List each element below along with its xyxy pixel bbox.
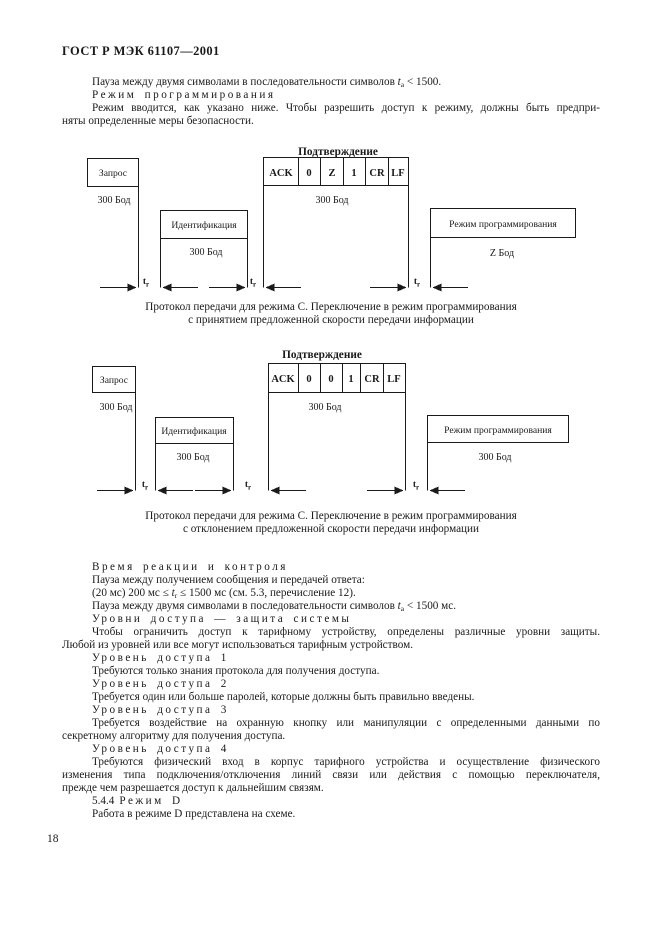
identification-label: Идентификация — [161, 426, 227, 437]
diagram-title: Подтверждение — [282, 349, 362, 361]
timing-diagram-baud-rejected — [62, 348, 600, 498]
identification-block — [161, 211, 248, 288]
text-line: Работа в режиме D представлена на схеме. — [92, 808, 296, 820]
math-var-t: t — [397, 600, 401, 612]
figure-caption-2 — [62, 510, 600, 536]
request-block — [88, 159, 139, 288]
text-segment: Пауза между двумя символами в последовательности символов — [92, 76, 398, 88]
page-number: 18 — [47, 833, 59, 845]
math-var-t: t — [397, 76, 401, 88]
text-segment: (20 мс) 200 мс ≤ — [92, 587, 172, 599]
math-subscript: а — [400, 80, 405, 89]
ack-cell: ACK — [269, 168, 293, 179]
timing-diagram-baud-accepted — [62, 145, 600, 298]
request-label: Запрос — [98, 168, 128, 179]
intro-paragraphs — [62, 76, 600, 128]
heading-access-level-2: Уровень доступа 2 — [92, 678, 229, 690]
programming-baud: Z Бод — [489, 248, 515, 259]
ack-cell: Z — [328, 168, 336, 179]
section-title: Режим D — [119, 795, 183, 807]
text-line: секретному алгоритму для получения доступа. — [62, 730, 286, 742]
ack-cell: LF — [391, 168, 405, 179]
tr-label: $t_r$ — [412, 480, 420, 492]
programming-label: Режим программирования — [444, 425, 552, 436]
heading-access-level-4: Уровень доступа 4 — [92, 743, 229, 755]
text-line: Требуются только знания протокола для получения доступа. — [92, 665, 380, 677]
heading-access-levels: Уровни доступа — защита системы — [92, 613, 352, 625]
caption-line: Протокол передачи для режима С. Переключение в режим программирования — [145, 301, 517, 313]
text-line: Требуется один или больше паролей, которые должны быть правильно введены. — [92, 691, 475, 703]
acknowledgement-block — [269, 364, 406, 491]
text-line: Требуются физический вход в корпус тарифного устройства и осуществление физического — [92, 756, 600, 768]
identification-label: Идентификация — [171, 220, 237, 231]
text-line: Любой из уровней или все могут использоваться тарифным устройством. — [62, 639, 414, 651]
heading-reaction-time: Время реакции и контроля — [92, 561, 288, 573]
text-line: прежде чем разрешается доступ к дальнейшим связям. — [62, 782, 324, 794]
math-subscript: а — [400, 604, 405, 613]
text-segment: < 1500 мс. — [404, 600, 457, 612]
request-block — [93, 367, 136, 491]
text-segment: < 1500. — [404, 76, 442, 88]
tr-label: $t_r$ — [413, 277, 421, 289]
tr-label: $t_r$ — [249, 277, 257, 289]
programming-mode-block — [428, 416, 569, 491]
ack-cell: 1 — [351, 168, 357, 179]
tr-label: $t_r$ — [141, 480, 149, 492]
heading-access-level-1: Уровень доступа 1 — [92, 652, 229, 664]
math-var-t: t — [171, 587, 175, 599]
ack-cell: CR — [369, 168, 385, 179]
programming-baud: 300 Бод — [478, 452, 512, 463]
programming-mode-block — [431, 209, 576, 288]
request-baud: 300 Бод — [99, 402, 133, 413]
ack-cell: 0 — [306, 168, 312, 179]
text-segment: ≤ 1500 мс (см. 5.3, перечисление 12). — [177, 587, 356, 599]
identification-baud: 300 Бод — [176, 452, 210, 463]
caption-line: Протокол передачи для режима С. Переключение в режим программирования — [145, 510, 517, 522]
ack-baud: 300 Бод — [308, 402, 342, 413]
ack-cell: 1 — [348, 374, 354, 385]
identification-block — [156, 418, 234, 491]
timeline-reaction-arrows — [100, 277, 468, 289]
acknowledgement-block — [264, 158, 409, 288]
text-line-tr-range — [62, 587, 600, 600]
ack-cell: 0 — [328, 374, 334, 385]
text-line: изменения типа подключения/отключения линий связи или действия с помощью переключателя, — [62, 769, 600, 781]
text-segment: Пауза между двумя символами в последовательности символов — [92, 600, 398, 612]
heading-programming-mode: Режим программирования — [92, 89, 276, 101]
request-baud: 300 Бод — [97, 195, 131, 206]
text-line: Требуется воздействие на охранную кнопку или манипуляции с определенными данными по — [92, 717, 600, 729]
request-label: Запрос — [99, 375, 129, 386]
tr-label: $t_r$ — [142, 277, 150, 289]
section-number: 5.4.4 — [92, 795, 115, 807]
ack-cell: ACK — [271, 374, 295, 385]
ack-baud: 300 Бод — [315, 195, 349, 206]
text-line-ta-pause — [62, 600, 600, 613]
text-line: Режим вводится, как указано ниже. Чтобы разрешить доступ к режиму, должны быть предпри- — [92, 102, 600, 114]
programming-label: Режим программирования — [449, 219, 557, 230]
math-subscript: r — [174, 591, 178, 600]
identification-baud: 300 Бод — [189, 247, 223, 258]
text-line: Пауза между получением сообщения и передачей ответа: — [92, 574, 365, 586]
ack-cell: CR — [364, 374, 380, 385]
text-line: Чтобы ограничить доступ к тарифному устройству, определены различные уровни защиты. — [92, 626, 600, 638]
body-paragraphs — [62, 561, 600, 821]
doc-header: ГОСТ Р МЭК 61107—2001 — [62, 44, 220, 58]
ack-cell: 0 — [306, 374, 312, 385]
caption-line: с принятием предложенной скорости передачи информации — [188, 314, 474, 326]
diagram-title: Подтверждение — [298, 146, 378, 158]
tr-label: $t_r$ — [244, 480, 252, 492]
section-heading-544 — [62, 795, 600, 808]
heading-access-level-3: Уровень доступа 3 — [92, 704, 229, 716]
caption-line: с отклонением предложенной скорости передачи информации — [182, 523, 480, 535]
ack-cell: LF — [387, 374, 401, 385]
text-line-pause-symbols — [62, 76, 600, 89]
text-line: няты определенные меры безопасности. — [62, 115, 254, 127]
timeline-reaction-arrows — [97, 480, 465, 492]
figure-caption-1 — [62, 301, 600, 327]
